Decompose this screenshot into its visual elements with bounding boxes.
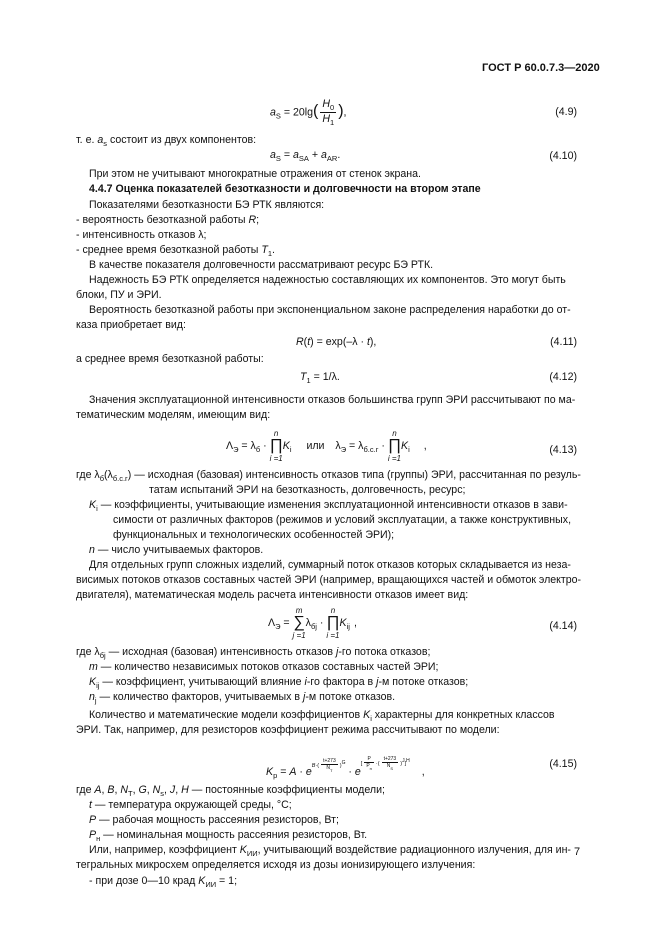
- list-item: - вероятность безотказной работы R;: [76, 214, 260, 226]
- equation-number: (4.10): [549, 150, 577, 162]
- equation-4-9: $a_S = 20\lg$( $\frac{H_0}{H_1}$ ),: [270, 98, 347, 127]
- paragraph: блоки, ПУ и ЭРИ.: [76, 289, 162, 301]
- paragraph-te: т. е. $a_s$ состоит из двух компонентов:: [76, 134, 257, 148]
- definition: $P_н$ — номинальная мощность рассеяния резисторов, Вт.: [89, 829, 368, 843]
- definition: P — рабочая мощность рассеяния резисторов, Вт;: [89, 814, 339, 826]
- definition: где $\lambda_б(\lambda_{б.с.г})$ — исходная (базовая) интенсивность отказов типа (группы) ЭРИ, рассчитанная по резуль-: [76, 469, 581, 483]
- paragraph: Показателями безотказности БЭ РТК являются:: [89, 199, 325, 211]
- definition-continued: симости от различных факторов (режимов и условий эксплуатации, а также конструктивных,: [113, 514, 572, 526]
- paragraph: Для отдельных групп сложных изделий, суммарный поток отказов которых складывается из неза-: [89, 559, 571, 571]
- definition: $K_{ij}$ — коэффициент, учитывающий влияние i-го фактора в j-м потоке отказов;: [89, 676, 469, 690]
- equation-4-12: $T_1 = 1/\lambda$.: [300, 371, 340, 385]
- paragraph: Количество и математические модели коэффициентов $K_i$ характерны для конкретных классов: [89, 709, 555, 723]
- equation-4-15: $K_р = A \cdot e^{B\cdot( \frac{t+273}{N_T} )^G} \cdot e^{[ \frac{P}{P_н} \cdot( \frac{t+273}{N_S} )^J]^H}$,: [266, 756, 425, 780]
- paragraph: висимых потоков отказов составных частей ЭРИ (например, вращающихся частей и обмоток электро-: [76, 574, 582, 586]
- equation-number: (4.12): [549, 371, 577, 383]
- paragraph: При этом не учитывают многократные отражения от стенок экрана.: [89, 168, 421, 180]
- paragraph: двигателя), математическая модель расчета интенсивности отказов имеет вид:: [76, 589, 469, 601]
- definition: $n_j$ — количество факторов, учитываемых в j-м потоке отказов.: [89, 691, 396, 705]
- definition: m — количество независимых потоков отказов составных частей ЭРИ;: [89, 661, 439, 673]
- paragraph: тегральных микросхем определяется исходя из дозы ионизирующего излучения:: [76, 859, 476, 871]
- equation-number: (4.9): [555, 106, 577, 118]
- equation-4-11: R(t) = exp(–λ · t),: [296, 336, 377, 348]
- paragraph: Или, например, коэффициент $K_{ИИ}$, учитывающий воздействие радиационного излучения, для ин-: [89, 844, 571, 858]
- definition-continued: татам испытаний ЭРИ на безотказность, долговечность, ресурс;: [149, 484, 466, 496]
- paragraph: ЭРИ. Так, например, для резисторов коэффициент режима рассчитывают по модели:: [76, 724, 500, 736]
- list-item: - среднее время безотказной работы $T_1$.: [76, 244, 275, 258]
- list-item: - при дозе 0—10 крад $K_{ИИ} = 1$;: [89, 875, 238, 889]
- definition: n — число учитываемых факторов.: [89, 544, 264, 556]
- equation-number: (4.13): [549, 444, 577, 456]
- equation-4-14: $\Lambda_Э$ = m ∑ j =1 $\lambda_{бj}$ · n ∏ i =1 $K_{ij}$ ,: [268, 606, 357, 640]
- paragraph: Вероятность безотказной работы при экспоненциальном законе распределения наработки до от-: [89, 304, 571, 316]
- equation-4-13: $\Lambda_Э = \lambda_б$ · n ∏ i =1 $K_i$ или $\lambda_Э = \lambda_{б.с.г}$ · n ∏ i =1 $K_i$ ,: [226, 429, 427, 463]
- paragraph: Надежность БЭ РТК определяется надежностью составляющих их компонентов. Это могут быть: [89, 274, 566, 286]
- paragraph: а среднее время безотказной работы:: [76, 353, 264, 365]
- document-header: ГОСТ Р 60.0.7.3—2020: [482, 62, 600, 74]
- equation-number: (4.11): [550, 336, 577, 348]
- definition: где $\lambda_{бj}$ — исходная (базовая) интенсивность отказов j-го потока отказов;: [76, 646, 431, 660]
- paragraph: Значения эксплуатационной интенсивности отказов большинства групп ЭРИ рассчитывают по ма-: [89, 394, 576, 406]
- equation-number: (4.14): [549, 620, 577, 632]
- page-number: 7: [574, 846, 581, 858]
- paragraph: тематическим моделям, имеющим вид:: [76, 409, 271, 421]
- paragraph: каза приобретает вид:: [76, 319, 186, 331]
- paragraph: В качестве показателя долговечности рассматривают ресурс БЭ РТК.: [89, 259, 434, 271]
- definition: где A, B, $N_T$, G, $N_s$, J, H — постоянные коэффициенты модели;: [76, 784, 385, 798]
- equation-number: (4.15): [549, 758, 577, 770]
- equation-4-10: $a_S = a_{SA} + a_{AR}$.: [270, 149, 341, 163]
- section-heading: 4.4.7 Оценка показателей безотказности и долговечности на втором этапе: [89, 183, 481, 195]
- definition: $K_i$ — коэффициенты, учитывающие изменения эксплуатационной интенсивности отказов в зави-: [89, 499, 568, 513]
- list-item: - интенсивность отказов λ;: [76, 229, 207, 241]
- definition-continued: функциональных и технологических особенностей ЭРИ);: [113, 529, 395, 541]
- definition: t — температура окружающей среды, °С;: [89, 799, 292, 811]
